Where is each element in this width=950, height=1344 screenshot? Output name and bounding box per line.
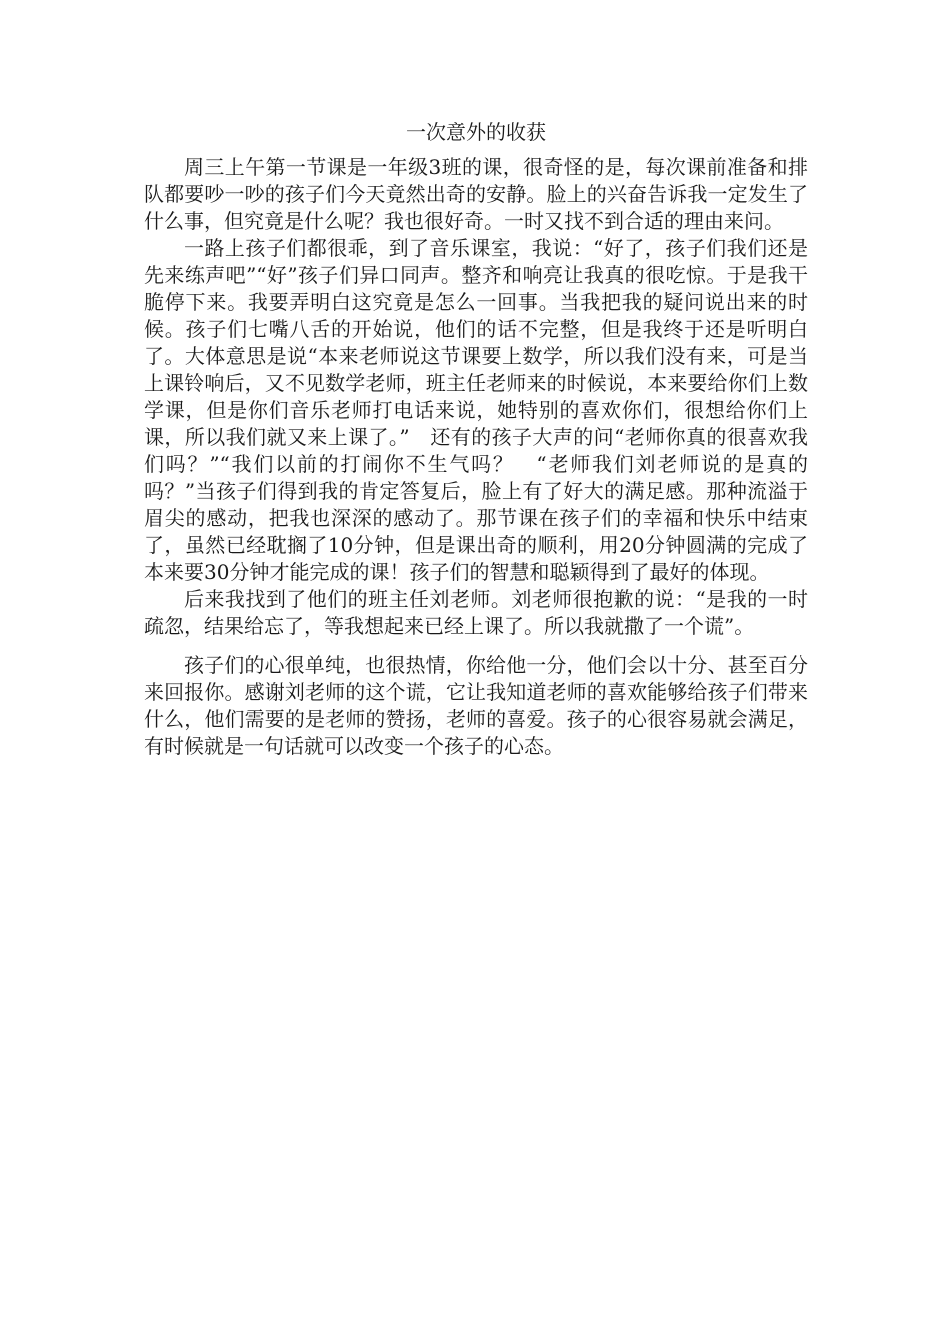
- paragraph-1: 周三上午第一节课是一年级3班的课，很奇怪的是，每次课前准备和排队都要吵一吵的孩子们今天竟然出奇的安静。脸上的兴奋告诉我一定发生了什么事，但究竟是什么呢？我也很好奇。一时又找不到合适的理由来问。: [144, 155, 808, 233]
- paragraph-3: 后来我找到了他们的班主任刘老师。刘老师很抱歉的说：“是我的一时疏忽，结果给忘了，等我想起来已经上课了。所以我就撒了一个谎”。: [144, 587, 808, 638]
- document-body: [144, 118, 808, 760]
- paragraph-4: 孩子们的心很单纯，也很热情，你给他一分，他们会以十分、甚至百分来回报你。感谢刘老师的这个谎，它让我知道老师的喜欢能够给孩子们带来什么，他们需要的是老师的赞扬，老师的喜爱。孩子的心很容易就会满足，有时候就是一句话就可以改变一个孩子的心态。: [144, 653, 808, 758]
- document-title: 一次意外的收获: [406, 120, 546, 144]
- paragraph-2: 一路上孩子们都很乖，到了音乐课室，我说：“好了，孩子们我们还是先来练声吧”“好”孩子们异口同声。整齐和响亮让我真的很吃惊。于是我干脆停下来。我要弄明白这究竟是怎么一回事。当我把我的疑问说出来的时候。孩子们七嘴八舌的开始说，他们的话不完整，但是我终于还是听明白了。大体意思是说“本来老师说这节课要上数学，所以我们没有来，可是当上课铃响后，又不见数学老师，班主任老师来的时候说，本来要给你们上数学课，但是你们音乐老师打电话来说，她特别的喜欢你们，很想给你们上课，所以我们就又来上课了。” 还有的孩子大声的问“老师你真的很喜欢我们吗？”“我们以前的打闹你不生气吗？ “老师我们刘老师说的是真的吗？”当孩子们得到我的肯定答复后，脸上有了好大的满足感。那种流溢于眉尖的感动，把我也深深的感动了。那节课在孩子们的幸福和快乐中结束了，虽然已经耽搁了10分钟，但是课出奇的顺利，用20分钟圆满的完成了本来要30分钟才能完成的课！孩子们的智慧和聪颖得到了最好的体现。: [144, 236, 808, 584]
